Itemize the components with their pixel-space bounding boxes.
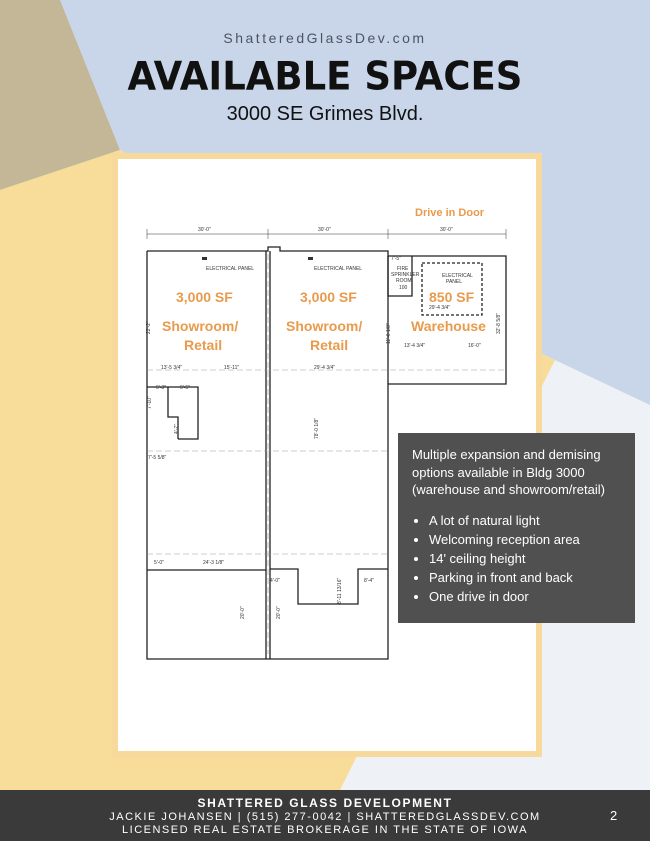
page-number: 2 (610, 808, 618, 823)
dim-d1: 13'-5 3/4" (161, 365, 183, 371)
feature-item: • Parking in front and back (429, 569, 621, 587)
unit1-area: 3,000 SF (176, 289, 233, 305)
electrical-panel-label-3a: ELECTRICAL (442, 273, 473, 279)
footer-license: LICENSED REAL ESTATE BROKERAGE IN THE STATE OF IOWA (122, 824, 528, 836)
dim-d7: 32'-8 5/8" (496, 312, 502, 334)
dim-d23: 4'-7" (174, 424, 180, 434)
dim-d3: 29'-4 3/4" (314, 365, 336, 371)
unit1-use-line2: Retail (184, 337, 223, 353)
electrical-panel-label-2: ELECTRICAL PANEL (314, 266, 363, 272)
dim-d17: 8'-11 13/16" (337, 577, 343, 604)
dim-d6: 16'-0" (468, 343, 481, 349)
dim-d22: 7'-10" (147, 396, 153, 409)
dim-d2: 15'-11" (224, 365, 240, 371)
dim-d13: 20'-0" (240, 606, 246, 619)
dim-d11: 24'-3 1/8" (203, 560, 225, 566)
page-title: AVAILABLE SPACES (127, 53, 523, 100)
dim-d21: 6'-5" (180, 385, 190, 391)
footer-company: SHATTERED GLASS DEVELOPMENT (197, 796, 453, 810)
dim-d16: 8'-4" (364, 578, 374, 584)
dim-d9: 78'-0 1/8" (314, 417, 320, 439)
feature-item: • One drive in door (429, 588, 621, 606)
dim-d12: 5'-0" (154, 560, 164, 566)
unit1-use-line1: Showroom/ (162, 318, 239, 334)
electrical-panel-label-3b: PANEL (446, 279, 463, 285)
dim-top-2: 30'-0" (318, 227, 331, 233)
dim-d5: 13'-4 3/4" (404, 343, 426, 349)
feature-item: • A lot of natural light (429, 512, 621, 530)
fire-room-1: FIRE (397, 266, 409, 272)
fire-room-3: ROOM (396, 278, 412, 284)
feature-item: • Welcoming reception area (429, 531, 621, 549)
dim-d19: 11'-0 1/8" (386, 323, 392, 344)
dim-d18: 7'-5" (391, 256, 401, 262)
dim-d15: 4'-0" (270, 578, 280, 584)
site-url: ShatteredGlassDev.com (223, 30, 427, 46)
unit3-use: Warehouse (411, 318, 486, 334)
dim-d4: 29'-4 3/4" (429, 305, 451, 311)
fire-room-4: 100 (399, 285, 408, 291)
unit2-use-line2: Retail (310, 337, 349, 353)
dim-d8: 22'-2" (146, 321, 152, 334)
features-intro: Multiple expansion and demising options available in Bldg 3000 (warehouse and showroom/retail) (412, 447, 605, 497)
unit2-area: 3,000 SF (300, 289, 357, 305)
dim-top-1: 30'-0" (198, 227, 211, 233)
dim-top-3: 30'-0" (440, 227, 453, 233)
unit2-use-line1: Showroom/ (286, 318, 363, 334)
fire-room-2: SPRINKLER (391, 272, 420, 278)
features-list (412, 512, 621, 606)
dim-d14: 20'-0" (276, 606, 282, 619)
electrical-panel-label-1: ELECTRICAL PANEL (206, 266, 255, 272)
dim-d10: 7'-5 5/8" (148, 455, 167, 461)
feature-item: • 14' ceiling height (429, 550, 621, 568)
dim-d20: 6'-3" (156, 385, 166, 391)
footer (0, 790, 650, 841)
drive-in-door-label: Drive in Door (415, 207, 485, 219)
unit3-area: 850 SF (429, 289, 475, 305)
features-box (398, 433, 635, 623)
address: 3000 SE Grimes Blvd. (226, 103, 424, 125)
footer-contact: JACKIE JOHANSEN | (515) 277-0042 | SHATTEREDGLASSDEV.COM (109, 811, 541, 823)
